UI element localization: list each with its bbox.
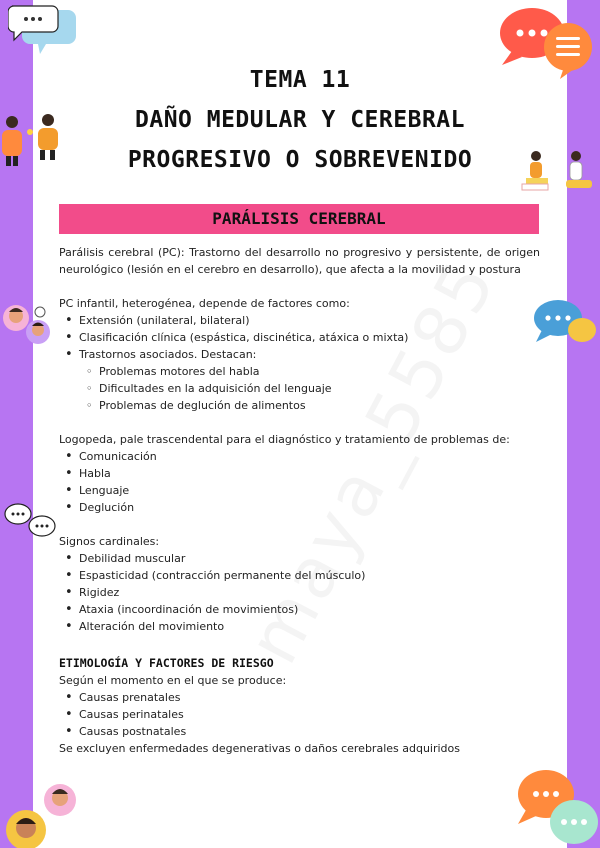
list-item: • Debilidad muscular xyxy=(79,550,540,567)
content-body xyxy=(59,244,540,757)
list-item: • Ataxia (incoordinación de movimientos) xyxy=(79,601,540,618)
chat-bubbles-bottom-icon xyxy=(512,766,600,848)
title-line-3: PROGRESIVO O SOBREVENIDO xyxy=(127,147,473,173)
sub-list-item: ◦ Dificultades en la adquisición del lenguaje xyxy=(99,380,540,397)
signos-lead: Signos cardinales: xyxy=(59,535,160,548)
trastornos-sublist xyxy=(59,363,540,414)
pc-infantil-lead: PC infantil, heterogénea, depende de factores como: xyxy=(59,297,350,310)
list-item: • Causas postnatales xyxy=(79,723,540,740)
list-item: • Causas perinatales xyxy=(79,706,540,723)
list-item: • Espasticidad (contracción permanente del músculo) xyxy=(79,567,540,584)
etiologia-lead: Según el momento en el que se produce: xyxy=(59,674,287,687)
list-item: • Comunicación xyxy=(79,448,540,465)
list-item: • Lenguaje xyxy=(79,482,540,499)
etiologia-heading: ETIMOLOGÍA Y FACTORES DE RIESGO xyxy=(59,656,274,670)
section-title: PARÁLISIS CEREBRAL xyxy=(212,209,386,228)
speech-bubbles-icon xyxy=(2,500,60,540)
chat-bubble-icon xyxy=(8,4,78,62)
sub-list-item: ◦ Problemas de deglución de alimentos xyxy=(99,397,540,414)
etiologia-note: Se excluyen enfermedades degenerativas o daños cerebrales adquiridos xyxy=(59,742,460,755)
list-item: • Habla xyxy=(79,465,540,482)
list-item: • Rigidez xyxy=(79,584,540,601)
logopeda-lead: Logopeda, pale trascendental para el diagnóstico y tratamiento de problemas de: xyxy=(59,433,510,446)
logopeda-list xyxy=(59,448,540,516)
chat-bubble-dots-icon xyxy=(530,296,598,348)
etiologia-list xyxy=(59,689,540,740)
intro-paragraph: Parálisis cerebral (PC): Trastorno del desarrollo no progresivo y persistente, de origen neurológico (lesión en el cerebro en desarrollo), que afecta a la movilidad y postura xyxy=(59,246,540,276)
title-line-1: TEMA 11 xyxy=(249,67,351,93)
list-item: • Alteración del movimiento xyxy=(79,618,540,635)
avatar-group-illustration xyxy=(0,300,56,350)
list-item: • Deglución xyxy=(79,499,540,516)
list-item: • Trastornos asociados. Destacan: xyxy=(79,346,540,363)
list-item: • Clasificación clínica (espástica, discinética, atáxica o mixta) xyxy=(79,329,540,346)
sub-list-item: ◦ Problemas motores del habla xyxy=(99,363,540,380)
title-line-2: DAÑO MEDULAR Y CEREBRAL xyxy=(135,107,465,133)
page-title xyxy=(0,60,600,180)
pc-infantil-list xyxy=(59,312,540,363)
section-banner xyxy=(59,204,539,234)
avatar-illustration xyxy=(2,776,82,848)
list-item: • Causas prenatales xyxy=(79,689,540,706)
signos-list xyxy=(59,550,540,635)
list-item: • Extensión (unilateral, bilateral) xyxy=(79,312,540,329)
